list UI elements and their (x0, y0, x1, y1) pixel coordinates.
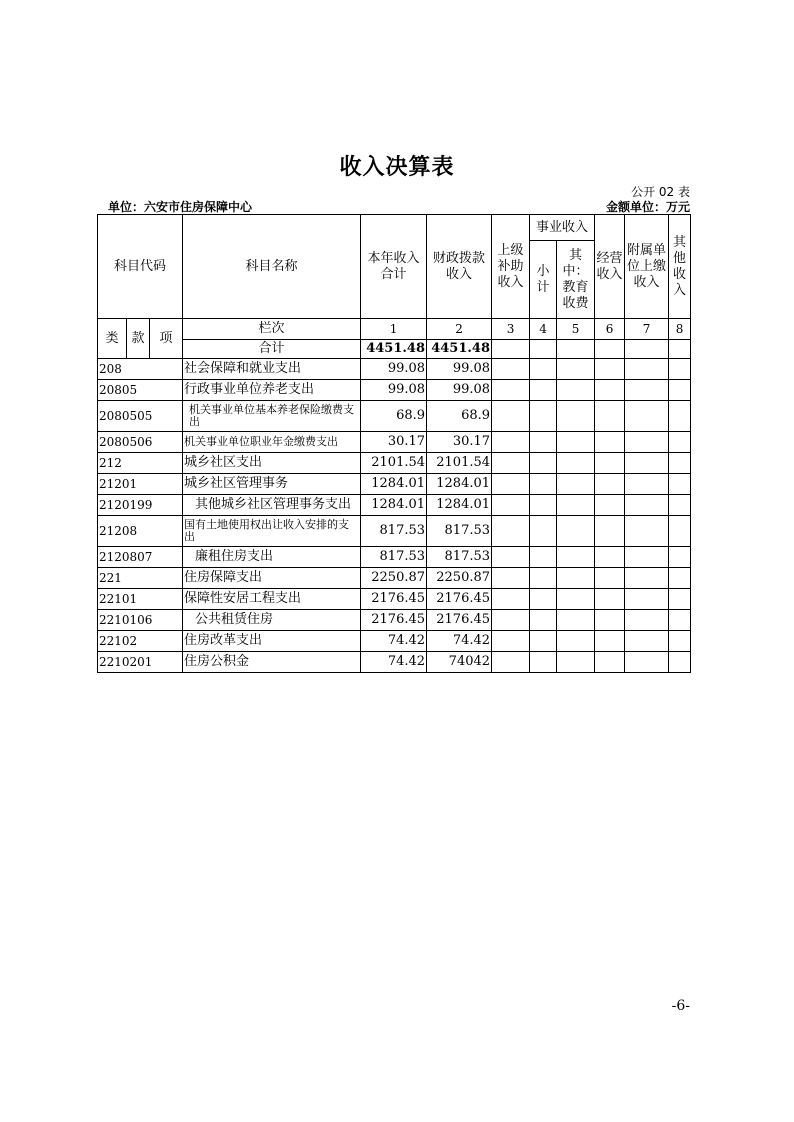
empty-cell (530, 516, 557, 547)
empty-cell (669, 568, 691, 589)
subject-code: 212 (98, 453, 183, 474)
fiscal-income-cell: 817.53 (427, 547, 492, 568)
empty-cell (530, 380, 557, 401)
empty-cell (557, 652, 595, 673)
header-subject-name: 科目名称 (183, 215, 361, 319)
table-row (98, 589, 691, 610)
header-total-income: 本年收入合计 (361, 215, 427, 319)
empty-cell (669, 432, 691, 453)
empty-cell (530, 568, 557, 589)
fiscal-income-cell: 1284.01 (427, 495, 492, 516)
table-row (98, 547, 691, 568)
empty-cell (669, 516, 691, 547)
fiscal-income-cell: 2176.45 (427, 589, 492, 610)
total-income-cell: 2176.45 (361, 610, 427, 631)
empty-cell (669, 495, 691, 516)
subject-name: 国有土地使用权出让收入安排的支出 (183, 516, 361, 547)
empty-cell (625, 474, 669, 495)
empty-cell (557, 401, 595, 432)
empty-cell (669, 380, 691, 401)
page-title: 收入决算表 (339, 155, 455, 180)
empty-cell (595, 547, 625, 568)
table-row (98, 359, 691, 380)
empty-cell (530, 401, 557, 432)
empty-cell (492, 453, 530, 474)
empty-cell (669, 474, 691, 495)
empty-cell (625, 401, 669, 432)
subject-code: 208 (98, 359, 183, 380)
subject-name: 城乡社区支出 (183, 453, 361, 474)
empty-cell (669, 359, 691, 380)
subject-name: 廉租住房支出 (183, 547, 361, 568)
empty-cell (557, 610, 595, 631)
header-column-no: 栏次 (183, 319, 361, 340)
empty-cell (669, 610, 691, 631)
empty-cell (595, 516, 625, 547)
fiscal-income-cell: 99.08 (427, 380, 492, 401)
total-income-cell: 99.08 (361, 359, 427, 380)
table-row (98, 516, 691, 547)
empty-cell (595, 432, 625, 453)
total-label: 合计 (183, 340, 361, 359)
header-operating: 经营收入 (595, 215, 625, 319)
empty-cell (557, 453, 595, 474)
fiscal-income-cell: 2176.45 (427, 610, 492, 631)
fiscal-income-cell: 99.08 (427, 359, 492, 380)
fiscal-income-cell: 2250.87 (427, 568, 492, 589)
empty-cell (625, 432, 669, 453)
empty-cell (530, 589, 557, 610)
empty-cell (595, 589, 625, 610)
empty-cell (530, 453, 557, 474)
header-fiscal: 财政拨款收入 (427, 215, 492, 319)
empty-cell (492, 568, 530, 589)
empty-cell (492, 380, 530, 401)
total-income-cell: 2101.54 (361, 453, 427, 474)
col-num-5: 5 (557, 319, 595, 340)
empty-cell (557, 631, 595, 652)
empty-cell (557, 589, 595, 610)
empty-cell (595, 453, 625, 474)
empty-cell (492, 401, 530, 432)
empty-cell (625, 453, 669, 474)
subject-code: 2120199 (98, 495, 183, 516)
fiscal-income-cell: 74042 (427, 652, 492, 673)
col-num-4: 4 (530, 319, 557, 340)
fiscal-income-cell: 1284.01 (427, 474, 492, 495)
empty-cell (625, 380, 669, 401)
empty-cell (595, 401, 625, 432)
empty-cell (625, 359, 669, 380)
empty-cell (669, 589, 691, 610)
header-subject-code: 科目代码 (98, 215, 183, 319)
table-row (98, 495, 691, 516)
subject-name: 住房公积金 (183, 652, 361, 673)
empty-cell (492, 631, 530, 652)
total-income-value: 4451.48 (361, 340, 427, 359)
table-row (98, 631, 691, 652)
empty-cell (492, 652, 530, 673)
total-income-cell: 2250.87 (361, 568, 427, 589)
subject-code: 2120807 (98, 547, 183, 568)
empty-cell (595, 652, 625, 673)
total-income-cell: 2176.45 (361, 589, 427, 610)
table-row (98, 652, 691, 673)
total-income-cell: 1284.01 (361, 474, 427, 495)
subject-code: 21201 (98, 474, 183, 495)
empty-cell (492, 495, 530, 516)
total-fiscal-value: 4451.48 (427, 340, 492, 359)
subject-code: 221 (98, 568, 183, 589)
subject-code: 2210106 (98, 610, 183, 631)
empty-cell (557, 432, 595, 453)
fiscal-income-cell: 30.17 (427, 432, 492, 453)
empty-cell (530, 495, 557, 516)
total-income-cell: 74.42 (361, 631, 427, 652)
col-num-3: 3 (492, 319, 530, 340)
subject-name: 行政事业单位养老支出 (183, 380, 361, 401)
subject-name: 公共租赁住房 (183, 610, 361, 631)
empty-cell (625, 516, 669, 547)
empty-cell (492, 359, 530, 380)
fiscal-income-cell: 2101.54 (427, 453, 492, 474)
empty-cell (625, 568, 669, 589)
empty-cell (669, 453, 691, 474)
subject-name: 住房保障支出 (183, 568, 361, 589)
total-income-cell: 817.53 (361, 547, 427, 568)
header-superior: 上级补助收入 (492, 215, 530, 319)
table-row (98, 401, 691, 432)
empty-cell (625, 610, 669, 631)
empty-cell (595, 631, 625, 652)
header-lei: 类 (98, 319, 127, 359)
header-other: 其他收入 (669, 215, 691, 319)
table-row (98, 474, 691, 495)
empty-cell (530, 631, 557, 652)
empty-cell (492, 610, 530, 631)
empty-cell (530, 610, 557, 631)
empty-cell (530, 474, 557, 495)
empty-cell (625, 547, 669, 568)
subject-code: 2080506 (98, 432, 183, 453)
header-subtotal: 小计 (530, 241, 557, 319)
table-row (98, 453, 691, 474)
empty-cell (530, 652, 557, 673)
subject-name: 保障性安居工程支出 (183, 589, 361, 610)
empty-cell (530, 359, 557, 380)
table-row (98, 432, 691, 453)
empty-cell (595, 380, 625, 401)
fiscal-income-cell: 74.42 (427, 631, 492, 652)
money-unit-label: 金额单位：万元 (605, 200, 690, 214)
col-num-1: 1 (361, 319, 427, 340)
subject-code: 22102 (98, 631, 183, 652)
empty-cell (625, 652, 669, 673)
subject-code: 20805 (98, 380, 183, 401)
empty-cell (492, 516, 530, 547)
header-business: 事业收入 (530, 215, 595, 241)
empty-cell (492, 547, 530, 568)
empty-cell (492, 432, 530, 453)
subject-code: 2210201 (98, 652, 183, 673)
empty-cell (669, 631, 691, 652)
empty-cell (669, 401, 691, 432)
header-xiang: 项 (150, 319, 183, 359)
empty-cell (595, 495, 625, 516)
subject-name: 机关事业单位职业年金缴费支出 (183, 432, 361, 453)
empty-cell (625, 589, 669, 610)
subject-name: 住房改革支出 (183, 631, 361, 652)
total-income-cell: 817.53 (361, 516, 427, 547)
subject-code: 22101 (98, 589, 183, 610)
table-row (98, 610, 691, 631)
total-income-cell: 30.17 (361, 432, 427, 453)
subject-code: 2080505 (98, 401, 183, 432)
empty-cell (625, 495, 669, 516)
subject-name: 社会保障和就业支出 (183, 359, 361, 380)
empty-cell (492, 589, 530, 610)
fiscal-income-cell: 817.53 (427, 516, 492, 547)
header-affiliated: 附属单位上缴收入 (625, 215, 669, 319)
empty-cell (595, 610, 625, 631)
form-number: 公开 02 表 (631, 185, 690, 199)
empty-cell (530, 547, 557, 568)
empty-cell (557, 359, 595, 380)
subject-name: 机关事业单位基本养老保险缴费支出 (183, 401, 361, 432)
empty-cell (595, 474, 625, 495)
header-edu: 其中：教育收费 (557, 241, 595, 319)
empty-cell (669, 547, 691, 568)
header-kuan: 款 (127, 319, 150, 359)
subject-name: 城乡社区管理事务 (183, 474, 361, 495)
table-row (98, 380, 691, 401)
empty-cell (625, 631, 669, 652)
col-num-7: 7 (625, 319, 669, 340)
page-number: -6- (671, 998, 690, 1014)
fiscal-income-cell: 68.9 (427, 401, 492, 432)
empty-cell (557, 380, 595, 401)
empty-cell (492, 474, 530, 495)
empty-cell (557, 474, 595, 495)
total-income-cell: 68.9 (361, 401, 427, 432)
col-num-2: 2 (427, 319, 492, 340)
table-row (98, 568, 691, 589)
income-table (97, 214, 691, 673)
empty-cell (595, 568, 625, 589)
col-num-8: 8 (669, 319, 691, 340)
col-num-6: 6 (595, 319, 625, 340)
empty-cell (557, 495, 595, 516)
subject-code: 21208 (98, 516, 183, 547)
subject-name: 其他城乡社区管理事务支出 (183, 495, 361, 516)
empty-cell (530, 432, 557, 453)
empty-cell (557, 547, 595, 568)
total-income-cell: 99.08 (361, 380, 427, 401)
unit-label: 单位：六安市住房保障中心 (108, 200, 253, 214)
empty-cell (669, 652, 691, 673)
empty-cell (557, 516, 595, 547)
total-income-cell: 1284.01 (361, 495, 427, 516)
empty-cell (595, 359, 625, 380)
empty-cell (557, 568, 595, 589)
total-income-cell: 74.42 (361, 652, 427, 673)
